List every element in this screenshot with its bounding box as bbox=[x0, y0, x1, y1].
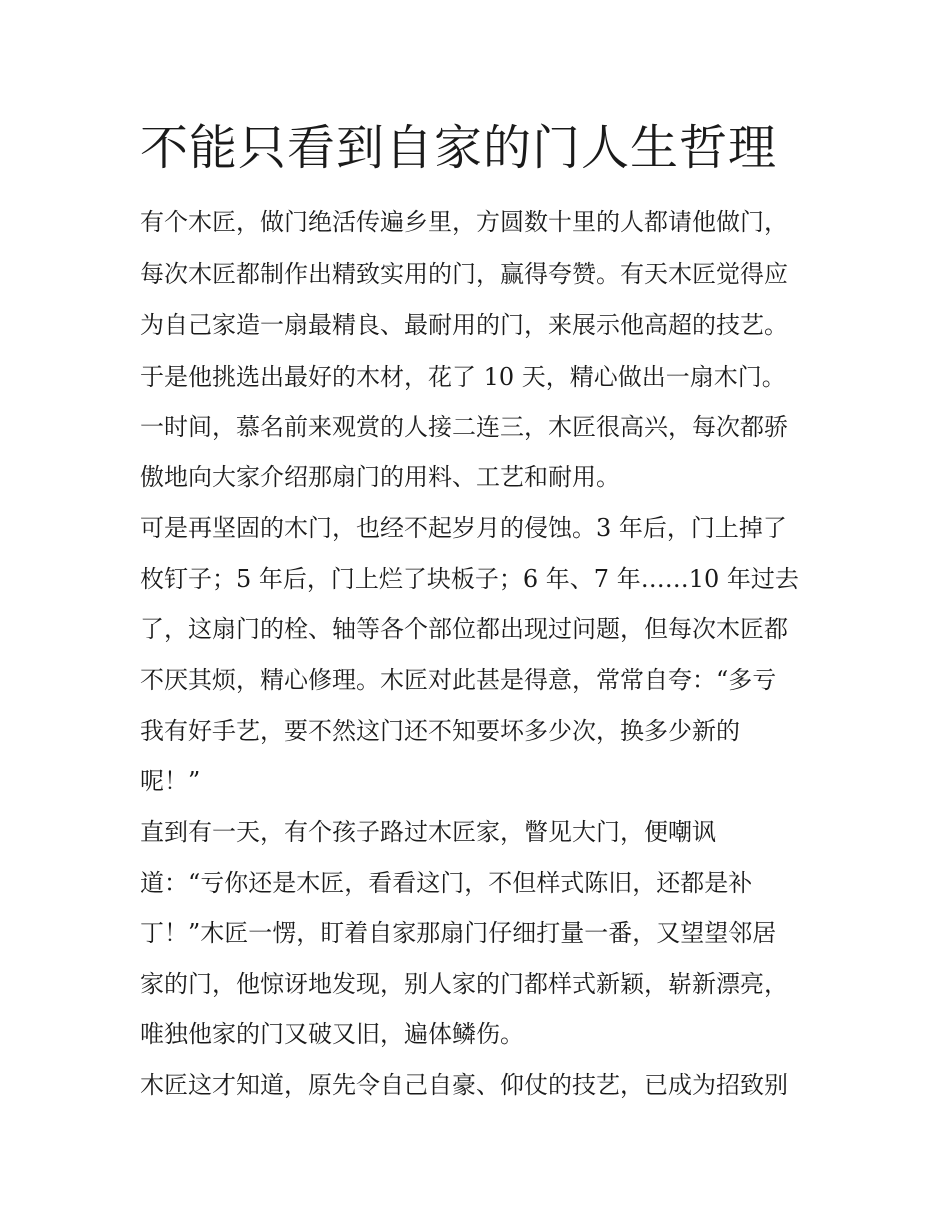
text-line: 了，这扇门的栓、轴等各个部位都出现过问题，但每次木匠都 bbox=[140, 615, 788, 643]
text-line: 于是他挑选出最好的木材，花了 10 天，精心做出一扇木门。 bbox=[140, 363, 786, 391]
text-line: 有个木匠，做门绝活传遍乡里，方圆数十里的人都请他做门， bbox=[140, 208, 788, 236]
text-line: 木匠这才知道，原先令自己自豪、仰仗的技艺，已成为招致别 bbox=[140, 1071, 788, 1099]
text-line: 我有好手艺，要不然这门还不知要坏多少次，换多少新的 bbox=[140, 717, 740, 745]
text-line: 枚钉子；5 年后，门上烂了块板子；6 年、7 年……10 年过去 bbox=[140, 565, 799, 593]
text-line: 家的门，他惊讶地发现，别人家的门都样式新颖，崭新漂亮， bbox=[140, 970, 788, 998]
text-line: 呢！” bbox=[140, 767, 201, 795]
document-title: 不能只看到自家的门人生哲理 bbox=[140, 120, 778, 176]
text-line: 为自己家造一扇最精良、最耐用的门，来展示他高超的技艺。 bbox=[140, 311, 788, 339]
text-line: 一时间，慕名前来观赏的人接二连三，木匠很高兴，每次都骄 bbox=[140, 413, 788, 441]
text-line: 傲地向大家介绍那扇门的用料、工艺和耐用。 bbox=[140, 463, 620, 491]
text-line: 丁！”木匠一愣，盯着自家那扇门仔细打量一番，又望望邻居 bbox=[140, 919, 777, 947]
text-line: 唯独他家的门又破又旧，遍体鳞伤。 bbox=[140, 1020, 524, 1048]
text-line: 道：“亏你还是木匠，看看这门，不但样式陈旧，还都是补 bbox=[140, 869, 753, 897]
text-line: 不厌其烦，精心修理。木匠对此甚是得意，常常自夸：“多亏 bbox=[140, 666, 777, 694]
text-line: 直到有一天，有个孩子路过木匠家，瞥见大门，便嘲讽 bbox=[140, 818, 716, 846]
text-line: 可是再坚固的木门，也经不起岁月的侵蚀。3 年后，门上掉了 bbox=[140, 514, 787, 542]
text-line: 每次木匠都制作出精致实用的门，赢得夸赞。有天木匠觉得应 bbox=[140, 260, 788, 288]
